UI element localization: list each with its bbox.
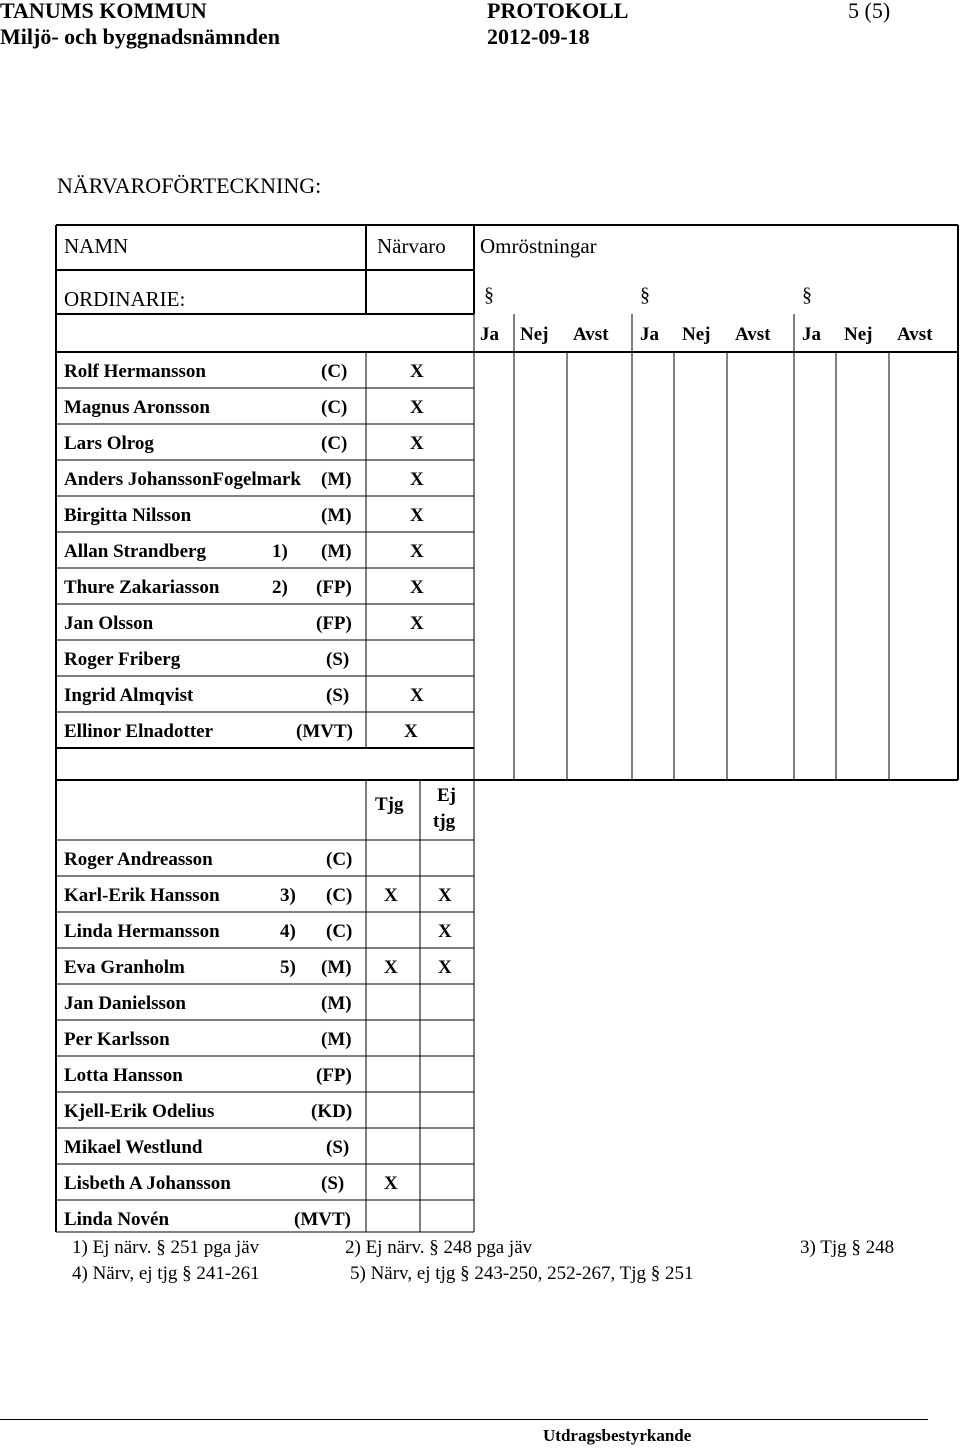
member-name: Magnus Aronsson bbox=[64, 397, 210, 418]
ej-tjg-mark: X bbox=[438, 921, 452, 942]
member-party: (FP) bbox=[316, 577, 352, 598]
substitute-name: Mikael Westlund bbox=[64, 1137, 203, 1158]
member-note: 2) bbox=[272, 577, 288, 598]
section-sign-3: § bbox=[802, 284, 812, 306]
substitute-name: Kjell-Erik Odelius bbox=[64, 1101, 215, 1122]
member-party: (MVT) bbox=[296, 721, 353, 742]
doc-date: 2012-09-18 bbox=[487, 24, 590, 49]
vote-header-nej-1: Nej bbox=[520, 324, 549, 345]
member-party: (S) bbox=[326, 649, 350, 670]
col-presence-header: Närvaro bbox=[377, 234, 446, 258]
member-name: Lars Olrog bbox=[64, 433, 154, 454]
signature-line bbox=[0, 1419, 928, 1420]
org-name: TANUMS KOMMUN bbox=[0, 0, 207, 23]
substitute-name: Roger Andreasson bbox=[64, 849, 213, 870]
section-title: NÄRVAROFÖRTECKNING: bbox=[57, 173, 322, 198]
col-votes-header: Omröstningar bbox=[480, 234, 597, 258]
section-sign-1: § bbox=[484, 284, 494, 306]
substitute-party: (C) bbox=[326, 849, 353, 870]
member-name: Rolf Hermansson bbox=[64, 361, 206, 382]
ej-tjg-header-line1: Ej bbox=[437, 785, 456, 806]
substitute-party: (KD) bbox=[311, 1101, 353, 1122]
substitute-name: Per Karlsson bbox=[64, 1029, 170, 1050]
member-name: Anders JohanssonFogelmark bbox=[64, 469, 301, 490]
vote-header-ja-3: Ja bbox=[802, 324, 821, 345]
substitute-name: Lisbeth A Johansson bbox=[64, 1173, 231, 1194]
footnote-1: 1) Ej närv. § 251 pga jäv bbox=[72, 1237, 260, 1258]
tjg-mark: X bbox=[384, 885, 398, 906]
footnote-5: 5) Närv, ej tjg § 243-250, 252-267, Tjg § 251 bbox=[350, 1263, 694, 1284]
member-party: (S) bbox=[326, 685, 350, 706]
presence-mark: X bbox=[404, 721, 418, 742]
substitute-name: Jan Danielsson bbox=[64, 993, 186, 1014]
vote-header-ja-1: Ja bbox=[480, 324, 499, 345]
vote-header-ja-2: Ja bbox=[640, 324, 659, 345]
footnote-4: 4) Närv, ej tjg § 241-261 bbox=[72, 1263, 260, 1284]
member-name: Roger Friberg bbox=[64, 649, 181, 670]
presence-mark: X bbox=[410, 469, 424, 490]
tjg-mark: X bbox=[384, 957, 398, 978]
presence-mark: X bbox=[410, 361, 424, 382]
section-sign-2: § bbox=[640, 284, 650, 306]
vote-header-avst-3: Avst bbox=[897, 324, 933, 345]
substitute-name: Lotta Hansson bbox=[64, 1065, 183, 1086]
substitute-name: Linda Hermansson bbox=[64, 921, 220, 942]
ordinary-label: ORDINARIE: bbox=[64, 287, 186, 311]
col-name-header: NAMN bbox=[64, 234, 129, 258]
presence-mark: X bbox=[410, 433, 424, 454]
presence-mark: X bbox=[410, 685, 424, 706]
substitute-party: (M) bbox=[321, 993, 352, 1014]
board-name: Miljö- och byggnadsnämnden bbox=[0, 24, 280, 49]
substitute-party: (M) bbox=[321, 957, 352, 978]
vote-header-avst-1: Avst bbox=[573, 324, 609, 345]
signature-label: Utdragsbestyrkande bbox=[543, 1426, 692, 1445]
footnote-2: 2) Ej närv. § 248 pga jäv bbox=[345, 1237, 533, 1258]
substitute-name: Eva Granholm bbox=[64, 957, 185, 978]
substitute-party: (S) bbox=[321, 1173, 345, 1194]
substitute-note: 3) bbox=[280, 885, 296, 906]
tjg-header: Tjg bbox=[375, 794, 404, 815]
presence-mark: X bbox=[410, 397, 424, 418]
page-number: 5 (5) bbox=[848, 0, 891, 23]
substitute-party: (FP) bbox=[316, 1065, 352, 1086]
doc-type: PROTOKOLL bbox=[487, 0, 629, 23]
vote-header-nej-3: Nej bbox=[844, 324, 873, 345]
member-name: Jan Olsson bbox=[64, 613, 154, 634]
presence-mark: X bbox=[410, 613, 424, 634]
member-name: Thure Zakariasson bbox=[64, 577, 220, 598]
member-name: Allan Strandberg bbox=[64, 541, 206, 562]
member-party: (FP) bbox=[316, 613, 352, 634]
member-note: 1) bbox=[272, 541, 288, 562]
member-party: (C) bbox=[321, 397, 348, 418]
substitute-name: Linda Novén bbox=[64, 1209, 170, 1230]
substitute-party: (C) bbox=[326, 885, 353, 906]
member-name: Ellinor Elnadotter bbox=[64, 721, 214, 742]
member-party: (M) bbox=[321, 505, 352, 526]
member-party: (C) bbox=[321, 361, 348, 382]
substitute-party: (MVT) bbox=[294, 1209, 351, 1230]
tjg-mark: X bbox=[384, 1173, 398, 1194]
substitute-party: (M) bbox=[321, 1029, 352, 1050]
presence-mark: X bbox=[410, 541, 424, 562]
vote-header-avst-2: Avst bbox=[735, 324, 771, 345]
presence-mark: X bbox=[410, 505, 424, 526]
member-name: Birgitta Nilsson bbox=[64, 505, 192, 526]
substitute-party: (S) bbox=[326, 1137, 350, 1158]
member-party: (C) bbox=[321, 433, 348, 454]
ej-tjg-header-line2: tjg bbox=[433, 811, 456, 832]
footnote-3: 3) Tjg § 248 bbox=[800, 1237, 895, 1258]
substitute-note: 5) bbox=[280, 957, 296, 978]
substitute-party: (C) bbox=[326, 921, 353, 942]
member-party: (M) bbox=[321, 469, 352, 490]
presence-mark: X bbox=[410, 577, 424, 598]
vote-header-nej-2: Nej bbox=[682, 324, 711, 345]
ej-tjg-mark: X bbox=[438, 957, 452, 978]
member-party: (M) bbox=[321, 541, 352, 562]
substitute-note: 4) bbox=[280, 921, 296, 942]
substitute-name: Karl-Erik Hansson bbox=[64, 885, 220, 906]
ej-tjg-mark: X bbox=[438, 885, 452, 906]
member-name: Ingrid Almqvist bbox=[64, 685, 194, 706]
